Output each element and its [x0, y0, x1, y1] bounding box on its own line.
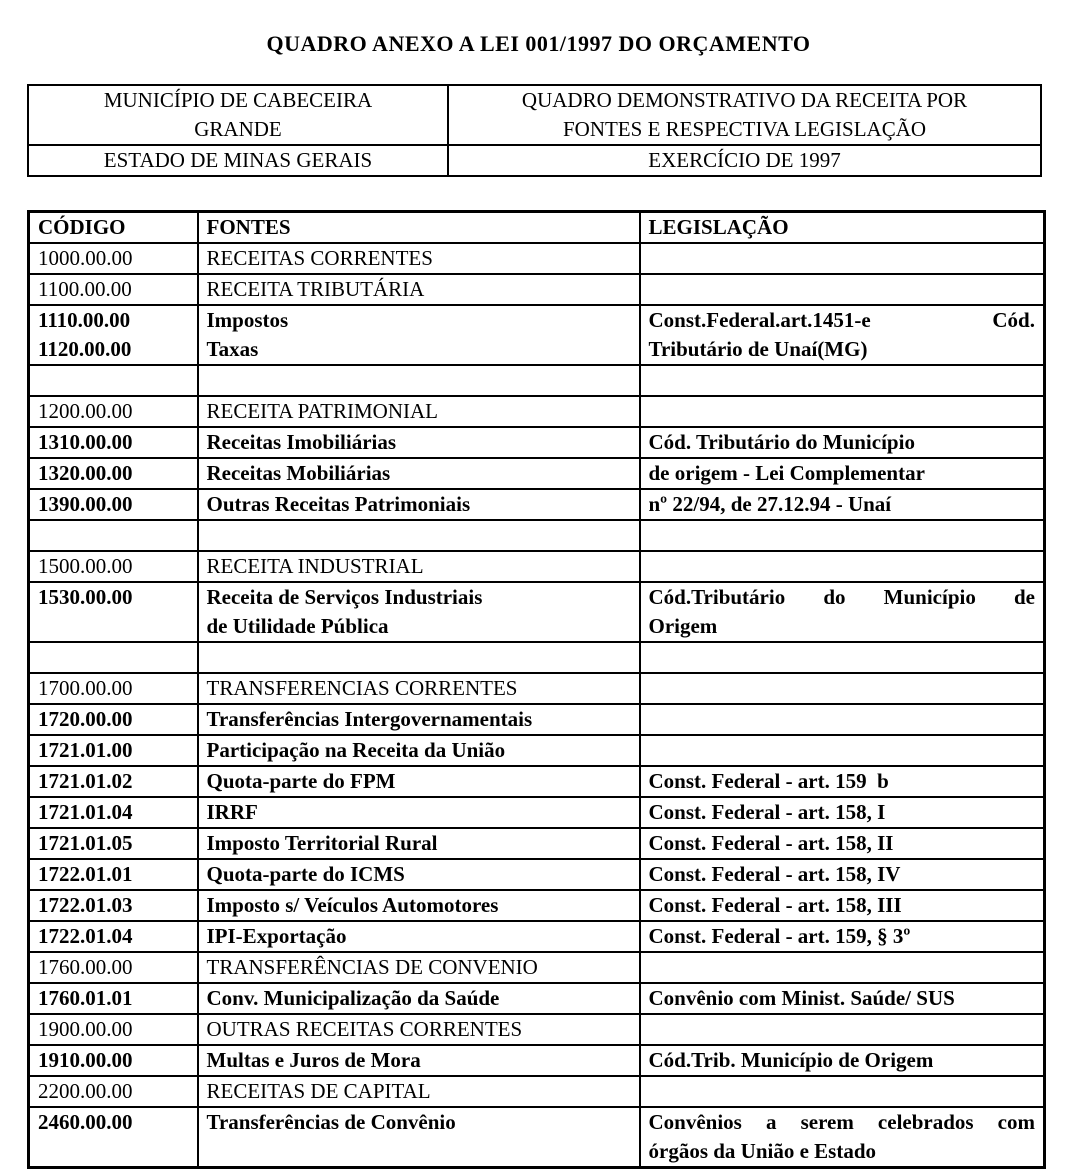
legislacao-cell: Const. Federal - art. 159, § 3º	[640, 921, 1045, 952]
fontes-cell: Transferências Intergovernamentais	[198, 704, 640, 735]
codigo-cell: 1721.01.04	[29, 797, 198, 828]
fontes-cell: Outras Receitas Patrimoniais	[198, 489, 640, 520]
fontes-cell: Receitas Imobiliárias	[198, 427, 640, 458]
codigo-cell: 1100.00.00	[29, 274, 198, 305]
municipality-cell	[28, 85, 448, 145]
table-row	[29, 704, 1045, 735]
codigo-cell	[29, 520, 198, 551]
table-row	[29, 305, 1045, 365]
legislacao-cell: de origem - Lei Complementar	[640, 458, 1045, 489]
municipality-line-2: GRANDE	[194, 117, 282, 141]
report-title-line-1: QUADRO DEMONSTRATIVO DA RECEITA POR	[521, 88, 968, 112]
legislacao-cell	[640, 274, 1045, 305]
table-row	[29, 551, 1045, 582]
legislacao-cell: Const. Federal - art. 158, III	[640, 890, 1045, 921]
codigo-cell: 1722.01.04	[29, 921, 198, 952]
fontes-cell: RECEITA TRIBUTÁRIA	[198, 274, 640, 305]
codigo-cell: 2460.00.00	[29, 1107, 198, 1168]
table-row	[29, 1045, 1045, 1076]
revenue-table	[27, 210, 1046, 1169]
table-row	[29, 365, 1045, 396]
legislacao-cell	[640, 365, 1045, 396]
codigo-cell	[29, 642, 198, 673]
legislacao-cell	[640, 551, 1045, 582]
fontes-cell: Receita de Serviços Industriais de Utilidade Pública	[198, 582, 640, 642]
report-title-cell	[448, 85, 1041, 145]
legislacao-cell: Const. Federal - art. 158, II	[640, 828, 1045, 859]
legislacao-cell: Convênios a serem celebrados com órgãos da União e Estado	[640, 1107, 1045, 1168]
codigo-cell: 1721.01.00	[29, 735, 198, 766]
table-row	[29, 921, 1045, 952]
table-row	[29, 766, 1045, 797]
table-row	[29, 797, 1045, 828]
table-row	[29, 983, 1045, 1014]
legislacao-cell: Const. Federal - art. 158, I	[640, 797, 1045, 828]
codigo-cell: 1320.00.00	[29, 458, 198, 489]
table-row	[29, 828, 1045, 859]
codigo-cell: 1200.00.00	[29, 396, 198, 427]
legislacao-cell	[640, 243, 1045, 274]
fontes-cell: Multas e Juros de Mora	[198, 1045, 640, 1076]
table-row	[29, 1107, 1045, 1168]
codigo-cell: 1900.00.00	[29, 1014, 198, 1045]
municipality-line-1: MUNICÍPIO DE CABECEIRA	[103, 88, 373, 112]
table-row	[29, 243, 1045, 274]
table-row	[29, 642, 1045, 673]
fontes-cell: Impostos Taxas	[198, 305, 640, 365]
fontes-cell: Conv. Municipalização da Saúde	[198, 983, 640, 1014]
revenue-table-body	[29, 243, 1045, 1168]
table-row	[29, 890, 1045, 921]
legislacao-cell: Const. Federal - art. 158, IV	[640, 859, 1045, 890]
report-title-line-2: FONTES E RESPECTIVA LEGISLAÇÃO	[562, 117, 927, 141]
table-row	[29, 735, 1045, 766]
table-row	[29, 489, 1045, 520]
fontes-cell: IPI-Exportação	[198, 921, 640, 952]
table-row	[29, 673, 1045, 704]
fontes-cell: Imposto s/ Veículos Automotores	[198, 890, 640, 921]
legislacao-cell: Cód.Tributário do Município de Origem	[640, 582, 1045, 642]
fontes-cell: TRANSFERÊNCIAS DE CONVENIO	[198, 952, 640, 983]
codigo-cell: 1721.01.05	[29, 828, 198, 859]
legislacao-cell: nº 22/94, de 27.12.94 - Unaí	[640, 489, 1045, 520]
exercise-cell	[448, 145, 1041, 176]
fontes-cell: TRANSFERENCIAS CORRENTES	[198, 673, 640, 704]
table-row	[29, 952, 1045, 983]
codigo-cell: 1910.00.00	[29, 1045, 198, 1076]
fontes-cell: Transferências de Convênio	[198, 1107, 640, 1168]
codigo-cell: 1500.00.00	[29, 551, 198, 582]
legislacao-cell: Const.Federal.art.1451-e Cód. Tributário de Unaí(MG)	[640, 305, 1045, 365]
codigo-cell: 1722.01.03	[29, 890, 198, 921]
legislacao-cell	[640, 642, 1045, 673]
codigo-cell: 1720.00.00	[29, 704, 198, 735]
state-cell	[28, 145, 448, 176]
table-row	[29, 1014, 1045, 1045]
codigo-cell: 2200.00.00	[29, 1076, 198, 1107]
legislacao-cell: Cód. Tributário do Município	[640, 427, 1045, 458]
codigo-cell: 1110.00.00 1120.00.00	[29, 305, 198, 365]
column-header-legislacao: LEGISLAÇÃO	[640, 212, 1045, 244]
revenue-table-header-row	[29, 212, 1045, 244]
legislacao-cell	[640, 1014, 1045, 1045]
fontes-cell	[198, 520, 640, 551]
fontes-cell: Quota-parte do FPM	[198, 766, 640, 797]
column-header-fontes: FONTES	[198, 212, 640, 244]
fontes-cell: RECEITAS DE CAPITAL	[198, 1076, 640, 1107]
legislacao-cell	[640, 673, 1045, 704]
fontes-cell: RECEITA PATRIMONIAL	[198, 396, 640, 427]
fontes-cell: OUTRAS RECEITAS CORRENTES	[198, 1014, 640, 1045]
header-info-row	[28, 145, 1041, 176]
legislacao-cell: Convênio com Minist. Saúde/ SUS	[640, 983, 1045, 1014]
fontes-cell	[198, 642, 640, 673]
legislacao-cell	[640, 396, 1045, 427]
legislacao-cell: Cód.Trib. Município de Origem	[640, 1045, 1045, 1076]
fontes-cell: Imposto Territorial Rural	[198, 828, 640, 859]
codigo-cell: 1530.00.00	[29, 582, 198, 642]
fontes-cell: IRRF	[198, 797, 640, 828]
legislacao-cell	[640, 1076, 1045, 1107]
fontes-cell	[198, 365, 640, 396]
fontes-cell: RECEITA INDUSTRIAL	[198, 551, 640, 582]
codigo-cell: 1760.00.00	[29, 952, 198, 983]
fontes-cell: Participação na Receita da União	[198, 735, 640, 766]
legislacao-cell	[640, 704, 1045, 735]
fontes-cell: RECEITAS CORRENTES	[198, 243, 640, 274]
codigo-cell: 1310.00.00	[29, 427, 198, 458]
fontes-cell: Receitas Mobiliárias	[198, 458, 640, 489]
legislacao-cell	[640, 735, 1045, 766]
table-row	[29, 427, 1045, 458]
table-row	[29, 1076, 1045, 1107]
header-info-table	[27, 84, 1042, 177]
codigo-cell: 1390.00.00	[29, 489, 198, 520]
codigo-cell: 1700.00.00	[29, 673, 198, 704]
header-info-row	[28, 85, 1041, 145]
page-title: QUADRO ANEXO A LEI 001/1997 DO ORÇAMENTO	[266, 31, 811, 56]
table-row	[29, 396, 1045, 427]
table-row	[29, 520, 1045, 551]
codigo-cell: 1760.01.01	[29, 983, 198, 1014]
legislacao-cell: Const. Federal - art. 159 b	[640, 766, 1045, 797]
state-line: ESTADO DE MINAS GERAIS	[103, 148, 373, 172]
codigo-cell: 1000.00.00	[29, 243, 198, 274]
legislacao-cell	[640, 520, 1045, 551]
table-row	[29, 582, 1045, 642]
codigo-cell: 1722.01.01	[29, 859, 198, 890]
fontes-cell: Quota-parte do ICMS	[198, 859, 640, 890]
column-header-codigo: CÓDIGO	[29, 212, 198, 244]
table-row	[29, 274, 1045, 305]
table-row	[29, 859, 1045, 890]
table-row	[29, 458, 1045, 489]
codigo-cell	[29, 365, 198, 396]
exercise-line: EXERCÍCIO DE 1997	[648, 148, 841, 172]
legislacao-cell	[640, 952, 1045, 983]
codigo-cell: 1721.01.02	[29, 766, 198, 797]
